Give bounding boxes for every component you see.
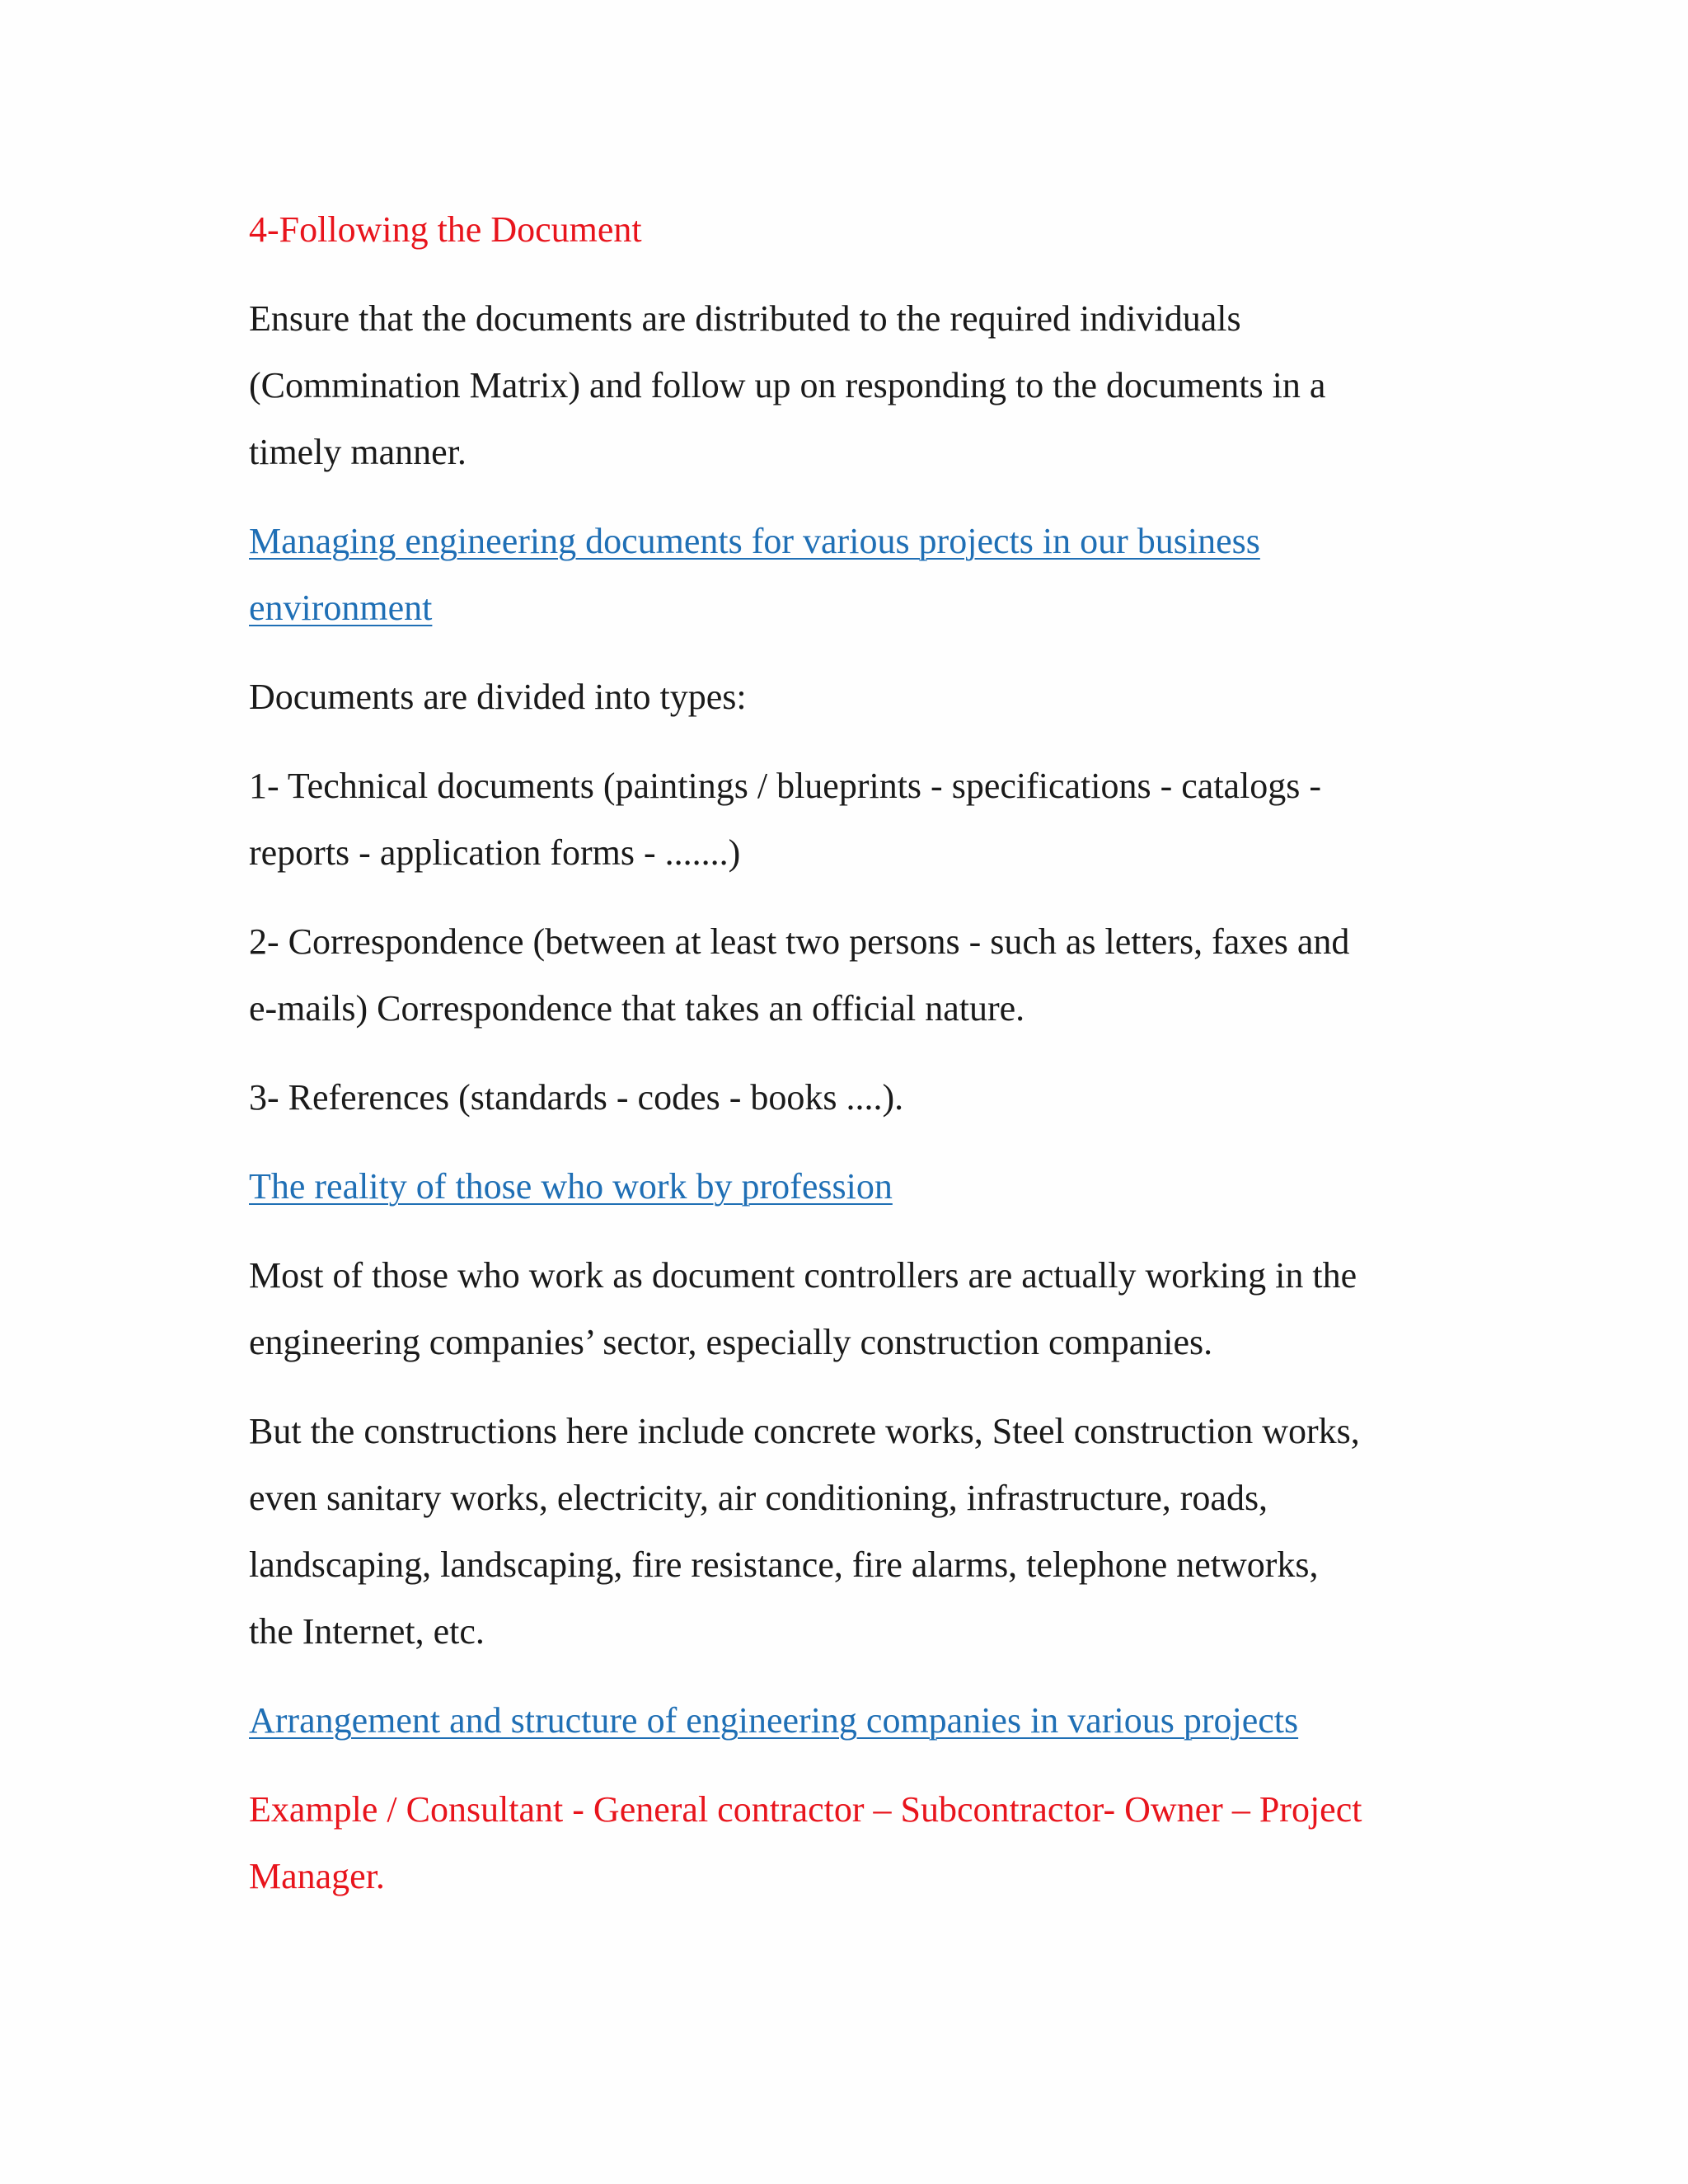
link-arrangement-structure[interactable] (249, 1687, 1461, 1754)
link-line[interactable]: Managing engineering documents for various projects in our business (249, 521, 1260, 561)
paragraph-line: (Commination Matrix) and follow up on responding to the documents in a (249, 365, 1326, 405)
paragraph-line: the Internet, etc. (249, 1611, 485, 1652)
paragraph-ensure-distribution (249, 285, 1461, 485)
paragraph-line: engineering companies’ sector, especially construction companies. (249, 1322, 1213, 1362)
paragraph-line: But the constructions here include concrete works, Steel construction works, (249, 1411, 1360, 1451)
paragraph-line: Most of those who work as document controllers are actually working in the (249, 1255, 1357, 1296)
paragraph-example-roles (249, 1776, 1461, 1910)
list-item-correspondence (249, 908, 1461, 1042)
paragraph-line: Manager. (249, 1856, 385, 1896)
link-line[interactable]: environment (249, 588, 433, 628)
paragraph-document-types (249, 663, 1461, 730)
paragraph-line: 3- References (standards - codes - books ....). (249, 1077, 904, 1118)
paragraph-line: 2- Correspondence (between at least two persons - such as letters, faxes and (249, 921, 1350, 962)
link-reality-of-profession[interactable] (249, 1153, 1461, 1220)
paragraph-line: Example / Consultant - General contractor – Subcontractor- Owner – Project (249, 1789, 1362, 1830)
document-body (249, 196, 1461, 1932)
paragraph-line: 1- Technical documents (paintings / blueprints - specifications - catalogs - (249, 766, 1322, 806)
link-line[interactable]: Arrangement and structure of engineering companies in various projects (249, 1700, 1299, 1741)
heading-line: 4-Following the Document (249, 209, 642, 250)
paragraph-line: timely manner. (249, 432, 467, 472)
paragraph-line: reports - application forms - .......) (249, 832, 741, 873)
paragraph-line: landscaping, landscaping, fire resistance, fire alarms, telephone networks, (249, 1544, 1319, 1585)
link-managing-engineering-documents[interactable] (249, 508, 1461, 641)
paragraph-line: Documents are divided into types: (249, 677, 747, 717)
paragraph-document-controllers (249, 1242, 1461, 1376)
paragraph-line: Ensure that the documents are distributed to the required individuals (249, 298, 1241, 339)
paragraph-constructions (249, 1398, 1461, 1665)
list-item-technical-documents (249, 752, 1461, 886)
paragraph-line: even sanitary works, electricity, air conditioning, infrastructure, roads, (249, 1478, 1268, 1518)
section-heading-following-document (249, 196, 1461, 263)
link-line[interactable]: The reality of those who work by profession (249, 1166, 893, 1207)
paragraph-line: e-mails) Correspondence that takes an official nature. (249, 988, 1025, 1029)
list-item-references (249, 1064, 1461, 1131)
